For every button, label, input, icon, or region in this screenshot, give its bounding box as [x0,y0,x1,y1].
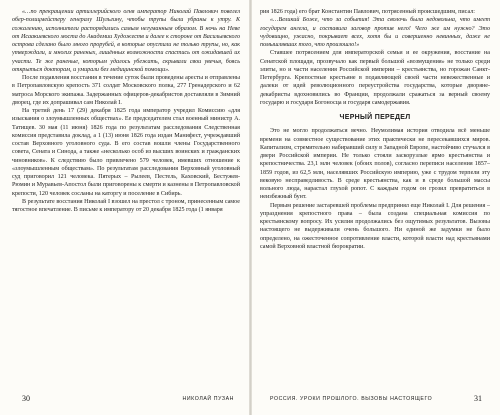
body-paragraph: рия 1826 года) его брат Константин Павлович, потрясенный происшедшим, писал: [260,9,475,15]
page-number: 30 [22,394,30,403]
right-page [260,8,490,405]
body-paragraph: Это не могло продолжаться вечно. Неумолимая история отводила всё меньше времени на совместное существование этих практически не пересекавшихся миров. Капитализм, стремительно набиравший силу в Западной Европе, настойчиво стучался в двери Российской империи. Не только стояли заскорузлые ярмо крестьянства и крепостничества. 23,1 млн человек (обоих полов), согласно переписи населения 1857–1859 годов, из 62,5 млн, населявших Российскую империю, уже с трудом терпели эту вековую несправедливость. В среде крестьянства, как и в среде большой массы вольного люда, нарастал глухой ропот. С каждым годом он грозил превратиться в неизбежный бунт. [260,128,490,201]
running-head: РОССИЯ. УРОКИ ПРОШЛОГО. ВЫЗОВЫ НАСТОЯЩЕГО [270,396,433,402]
right-page-footer [260,393,490,403]
page-number: 31 [474,394,482,403]
body-paragraph: На третий день 17 (29) декабря 1825 года император учредил Комиссию «для изыскания о злоумышленных обществах». Ее председателем стал военный министр А. Татищев. 30 мая (11 июня) 1826 года по результатам расследования Следственная комиссия представила доклад, а 1 (13) июня 1826 года издан Манифест, учреждавший состав Верховного уголовного суда. В его состав вошли члены Государственного совета, Сената и Синода, а также «несколько особ из высших воинских и гражданских чиновников». К следствию было привлечено 579 человек, имевших отношение к «злоумышленным обществам». По результатам расследования Верховный уголовный суд приговорил 121 человека. Пятерых – Рылеев, Пестель, Каховский, Бестужев-Рюмин и Муравьев-Апостол были приговорены к смерти и казнены в Петропавловской крепости, 120 человек сосланы на каторгу и поселение в Сибирь. [12,108,240,197]
left-page-footer [12,393,240,403]
book-gutter [249,0,252,415]
body-paragraph: После подавления восстания в течение суток были проведены аресты и отправлены в Петропавловскую крепость 371 солдат Московского полка, 277 Гренадерского и 62 матроса Морского экипажа. Задержанных офицеров-декабристов доставляли в Зимний дворец, где их допрашивал сам Николай I. [12,75,240,106]
right-page-body [260,8,490,251]
quote-paragraph: «…по прекращении артиллерийского огня император Николай Павлович повелел обер-полицмейстеру генералу Шульгину, чтобы трупы были убраны к утру. К сожалению, исполнители распорядились самым негуманным образом. В ночь на Неве от Исаакиевского моста до Академии Художеств и далее к стороне от Васильевского острова сделано было много прорубей, в которые опустили не только трупы, но, как утверждали, и многих раненых, лишённых возможности спастись от ожидавшей их участи. Те же раненые, которым удалось убежать, скрывали свои увечья, боясь открыться докторам, и умирали без медицинской помощи». [12,9,240,73]
section-heading: ЧЕРНЫЙ ПЕРЕДЕЛ [339,114,411,121]
quote-paragraph: «…Великий Боже, что за события! Эта сволочь была недовольна, что имеет государем ангела, и составила заговор против него! Чего же им нужно? Это чудовищно, ужасно, покрывает всех, хотя бы и совершенно невинных, даже не помышлявших того, что произошло!» [260,17,490,48]
body-paragraph: Первым решение застаревшей проблемы предпринял еще Николай I. Для решения – упразднения крепостного права – была создана специальная комиссия по крестьянскому вопросу. Их усилия продолжались без ощутимых результатов. Вызовы настоящего не выдерживали очень большого. Ни единой же задумки не было определено, на ожесточенное сопротивление власти, которой власти над крестьянами самой Верховной властной бюрократии. [260,202,490,250]
body-paragraph: Ставшее потрясением для императорской семьи и ее окружения, восстание на Сенатской площади, прозвучало как первый большой «возмущения» не только среди элиты, но и части населения Российской империи – крестьянства, но горожан Санкт-Петербурга. Крепостные крестьяне в подавляющей своей части невежественные и далеки от идей революционного переустройства государства, которые дворяне-декабристы вдохновились во Франции, продолжали сражаться за верный своему государю и государя Богоносца и государя самодержавия. [260,50,490,106]
body-paragraph: В результате восстания Николай I взошел на престол с троном, принесенным самое тягостное впечатление. В письме к императору от 20 декабря 1825 года (1 января [12,198,240,213]
running-head: НИКОЛАЙ ПУЗАН [182,396,234,402]
left-page [12,8,240,405]
left-page-body [12,8,240,214]
